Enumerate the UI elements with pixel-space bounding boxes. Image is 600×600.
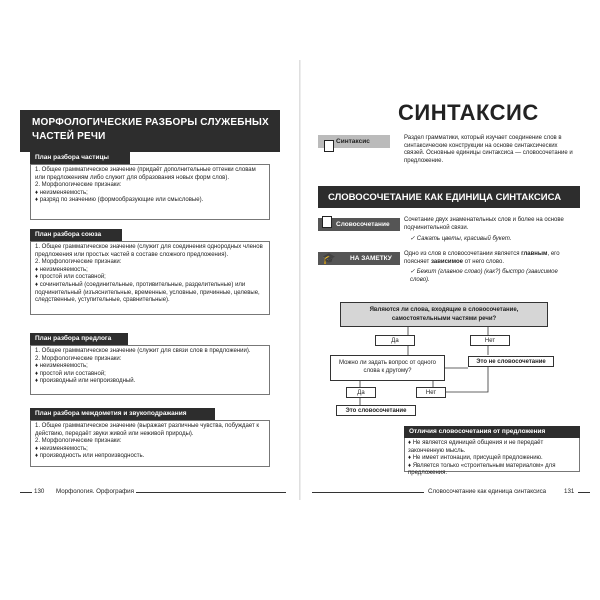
plan-line: 1. Общее грамматическое значение (служит для соединения однородных членов предложения или простых частей в составе сложного предложения). xyxy=(35,244,263,258)
plan-title-particle: План разбора частицы xyxy=(30,152,130,164)
note-bold-dependent: зависимое xyxy=(430,258,463,265)
graduation-cap-icon: 🎓 xyxy=(322,253,336,265)
plan-box-particle xyxy=(30,164,270,220)
flow-yes2-box: Да xyxy=(346,387,376,398)
flow-no-box: Нет xyxy=(470,335,510,346)
plan-line: ♦ производный или непроизводный. xyxy=(35,378,136,385)
plan-line: ♦ неизменяемость; xyxy=(35,189,88,196)
diff-title: Отличия словосочетания от предложения xyxy=(404,426,580,438)
plan-line: 1. Общее грамматическое значение (выражает различные чувства, побуждает к действию, передаёт звуки живой или неживой природы). xyxy=(35,423,260,437)
right-page-number: 131 xyxy=(564,488,575,495)
phrase-section-title: СЛОВОСОЧЕТАНИЕ КАК ЕДИНИЦА СИНТАКСИСА xyxy=(328,192,562,203)
plan-line: 2. Морфологические признаки: xyxy=(35,355,122,362)
tag-syntax-label: Синтаксис xyxy=(336,138,370,145)
right-footer-text: Словосочетание как единица синтаксиса xyxy=(428,488,547,495)
plan-box-preposition xyxy=(30,345,270,395)
book-icon xyxy=(324,140,334,152)
plan-line: 2. Морфологические признаки: xyxy=(35,182,122,189)
diff-item: ♦ Является только «строительным материалом» для предложения. xyxy=(408,462,556,477)
plan-line: ♦ неизменяемость; xyxy=(35,363,88,370)
plan-line: 1. Общее грамматическое значение (придаёт дополнительные оттенки словам или предложениям либо служит для образования новых форм слов). xyxy=(35,167,256,181)
diff-item: ♦ Не является единицей общения и не передаёт законченную мысль. xyxy=(408,440,544,454)
footer-rule-left-b xyxy=(136,492,286,493)
note-text-part: от него слово. xyxy=(462,258,504,265)
plan-box-interjection xyxy=(30,420,270,467)
flow-question-box: Являются ли слова, входящие в словосочетание, самостоятельными частями речи? xyxy=(340,302,548,327)
left-footer-text: Морфология. Орфография xyxy=(56,488,134,495)
phrase-example: ✓ Сажать цветы, красивый букет. xyxy=(410,236,512,242)
flow-question2-box: Можно ли задать вопрос от одного слова к другому? xyxy=(330,355,445,381)
plan-line: 2. Морфологические признаки: xyxy=(35,438,122,445)
phrase-definition: Сочетание двух знаменательных слов и более на основе подчинительной связи. xyxy=(404,217,564,231)
plan-line: 1. Общее грамматическое значение (служит для связи слов в предложении). xyxy=(35,348,251,354)
plan-line: ♦ неизменяемость; xyxy=(35,266,88,273)
tag-phrase-label: Словосочетание xyxy=(336,221,390,228)
book-spine xyxy=(299,60,301,500)
plan-title-interjection: План разбора междометия и звукоподражания xyxy=(30,408,215,420)
note-text-part: Одно из слов в словосочетании является xyxy=(404,251,522,257)
plan-line: ♦ производность или непроизводность. xyxy=(35,453,145,460)
flow-yes-box: Да xyxy=(375,335,415,346)
tag-note-label: НА ЗАМЕТКУ xyxy=(350,255,392,262)
left-header-title: МОРФОЛОГИЧЕСКИЕ РАЗБОРЫ СЛУЖЕБНЫХ ЧАСТЕЙ РЕЧИ xyxy=(32,117,269,142)
note-example: ✓ Бежит (главное слово) (как?) быстро (зависимое слово). xyxy=(410,269,558,283)
plan-line: ♦ сочинительный (соединительные, противительные, разделительные) или подчинительный (изъяснительные, временные, условные, причинные, целевые, следственные, уступительные, сравнительные). xyxy=(35,281,260,304)
footer-rule-right-a xyxy=(312,492,424,493)
left-page-number: 130 xyxy=(34,488,45,495)
note-text xyxy=(404,251,576,266)
diff-list xyxy=(408,440,576,478)
plan-line: ♦ разряд по значению (формообразующие или смысловые). xyxy=(35,197,204,204)
footer-rule-right-b xyxy=(578,492,590,493)
flow-not-phrase-box: Это не словосочетание xyxy=(468,356,554,367)
flow-is-phrase-box: Это словосочетание xyxy=(336,405,416,416)
flow-no2-box: Нет xyxy=(416,387,446,398)
diff-item: ♦ Не имеет интонации, присущей предложению. xyxy=(408,455,543,462)
syntax-definition: Раздел грамматики, который изучает соединение слов в синтаксические конструкции на основе синтаксических связей. Основные единицы синтаксиса — словосочетание и предложение. xyxy=(404,135,573,164)
plan-title-conjunction: План разбора союза xyxy=(30,229,122,241)
note-text-part: , его поясняет xyxy=(404,251,560,265)
book-icon xyxy=(322,216,332,228)
plan-line: ♦ простой или составной; xyxy=(35,370,106,377)
note-bold-main: главным xyxy=(521,251,548,257)
plan-line: ♦ неизменяемость; xyxy=(35,445,88,452)
right-page-title: СИНТАКСИС xyxy=(398,100,539,125)
plan-title-preposition: План разбора предлога xyxy=(30,333,128,345)
footer-rule-left-a xyxy=(20,492,32,493)
plan-line: 2. Морфологические признаки: xyxy=(35,259,122,266)
plan-line: ♦ простой или составной; xyxy=(35,274,106,281)
plan-box-conjunction xyxy=(30,241,270,315)
